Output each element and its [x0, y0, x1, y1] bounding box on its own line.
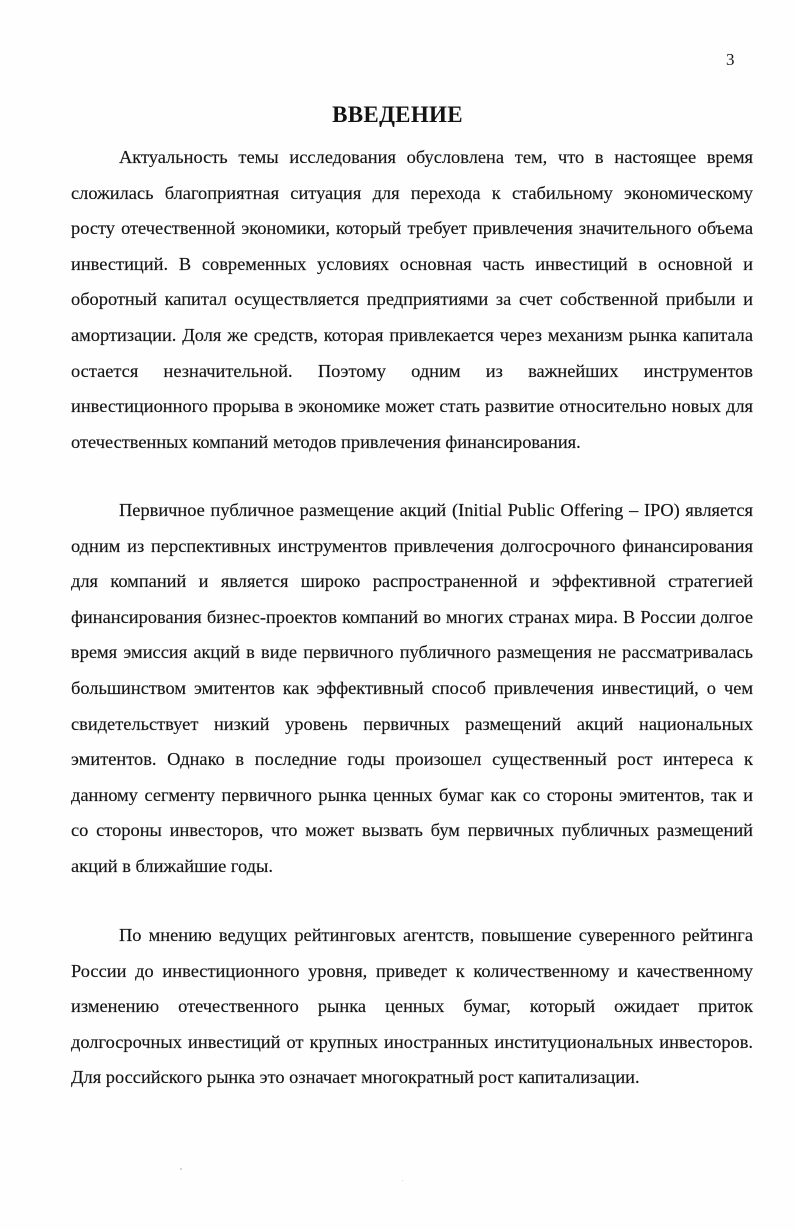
page-title: ВВЕДЕНИЕ [332, 102, 463, 127]
scan-speck [402, 1180, 403, 1181]
paragraph-rating: По мнению ведущих рейтинговых агентств, повышение суверенного рейтинга России до инвестиционного уровня, приведет к количественному и качественному изменению отечественного рынка ценных бумаг, который ожидает приток долгосрочных инвестиций от крупных иностранных институциональных инвесторов. Для российского рынка это означает многократный рост капитализации. [71, 925, 753, 1088]
paragraph-ipo: Первичное публичное размещение акций (Initial Public Offering – IPO) является одним из перспективных инструментов привлечения долгосрочного финансирования для компаний и является широко распространенной и эффективной стратегией финансирования бизнес-проектов компаний во многих странах мира. В России долгое время эмиссия акций в виде первичного публичного размещения не рассматривалась большинством эмитентов как эффективный способ привлечения инвестиций, о чем свидетельствует низкий уровень первичных размещений акций национальных эмитентов. Однако в последние годы произошел существенный рост интереса к данному сегменту первичного рынка ценных бумаг как со стороны эмитентов, так и со стороны инвесторов, что может вызвать бум первичных публичных размещений акций в ближайшие годы. [71, 500, 753, 876]
scan-speck [180, 1168, 182, 1170]
page-number: 3 [726, 50, 735, 69]
paragraph-relevance: Актуальность темы исследования обусловлена тем, что в настоящее время сложилась благоприятная ситуация для перехода к стабильному экономическому росту отечественной экономики, который требует привлечения значительного объема инвестиций. В современных условиях основная часть инвестиций в основной и оборотный капитал осуществляется предприятиями за счет собственной прибыли и амортизации. Доля же средств, которая привлекается через механизм рынка капитала остается незначительной. Поэтому одним из важнейших инструментов инвестиционного прорыва в экономике может стать развитие относительно новых для отечественных компаний методов привлечения финансирования. [71, 147, 753, 452]
